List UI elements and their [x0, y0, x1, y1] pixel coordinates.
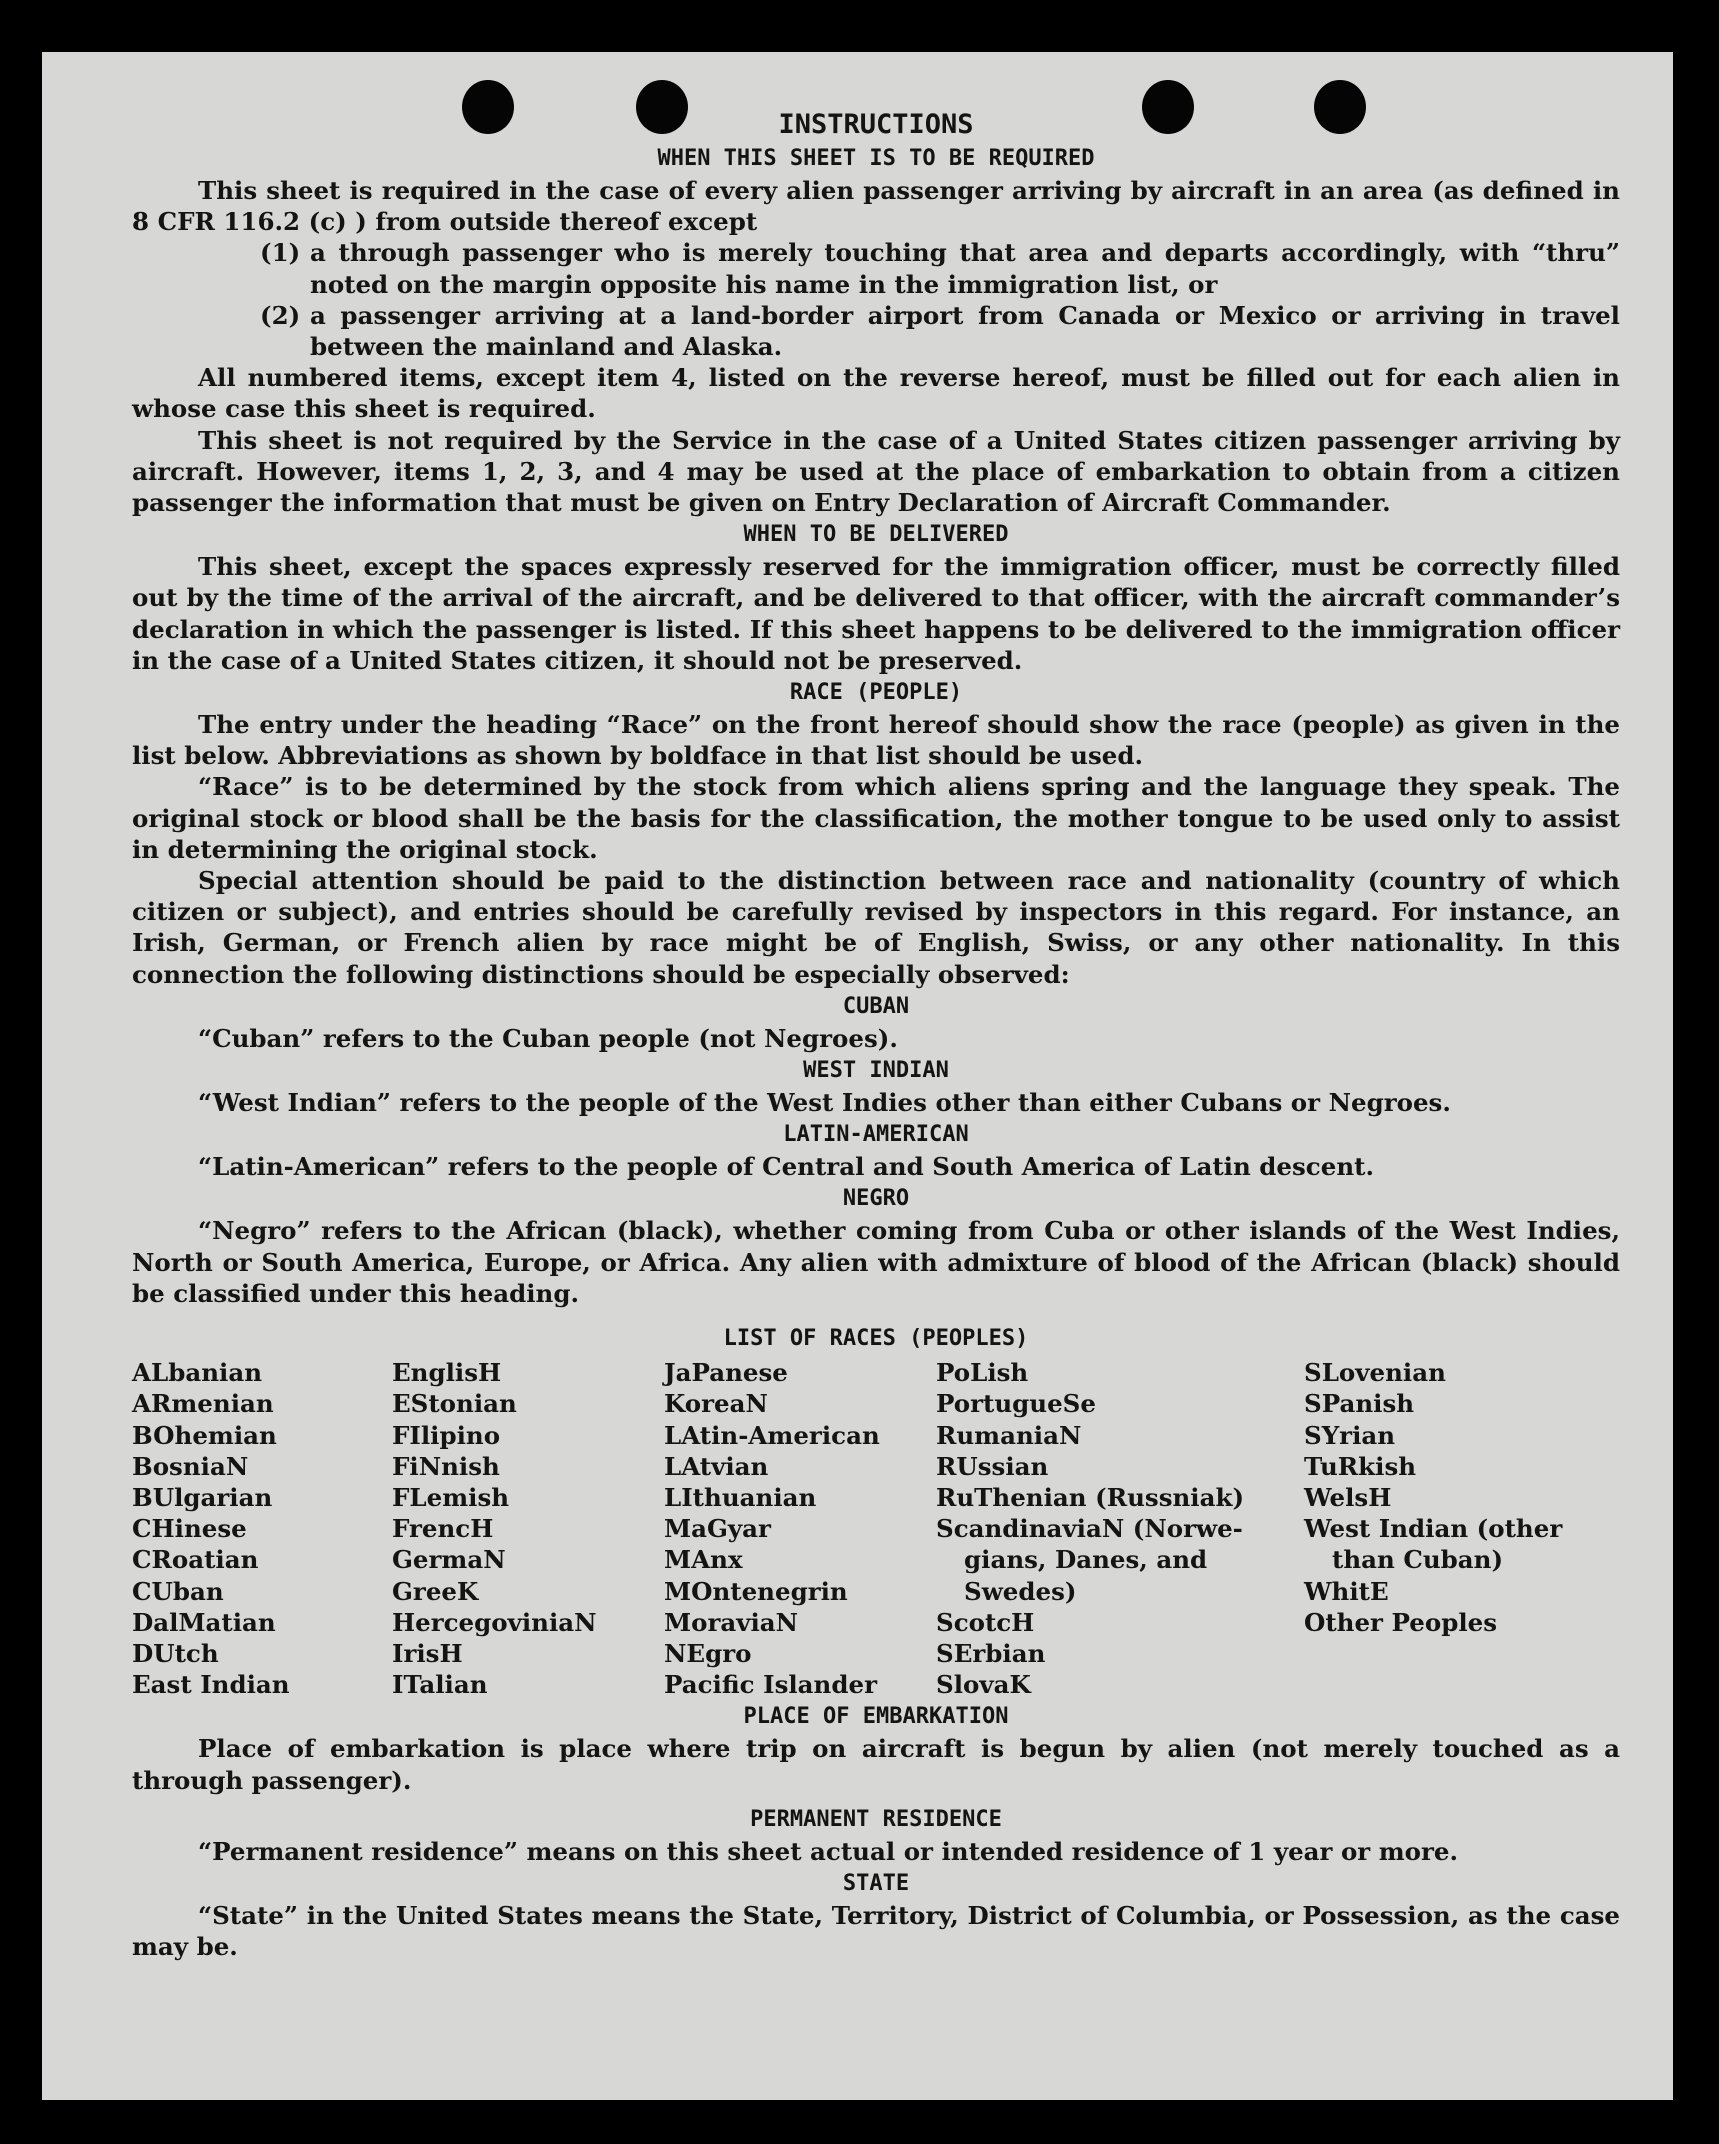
race-entry: EnglisH — [392, 1358, 502, 1388]
race-entry: DUtch — [132, 1638, 219, 1668]
race-entry: NEgro — [664, 1638, 752, 1668]
race-entry: MoraviaN — [664, 1607, 799, 1637]
section-heading-when-required: WHEN THIS SHEET IS TO BE REQUIRED — [657, 146, 1095, 171]
race-entry: Pacific Islander — [664, 1670, 877, 1700]
race-entry: TuRkish — [1304, 1451, 1417, 1481]
race-entry: MaGyar — [664, 1514, 771, 1544]
race-entry: IrisH — [392, 1638, 463, 1668]
race-entry: SYrian — [1304, 1420, 1396, 1450]
race-entry-continued: than Cuban) — [1332, 1545, 1504, 1575]
list-item — [132, 237, 1620, 299]
race-entry: RumaniaN — [936, 1420, 1082, 1450]
paragraph: This sheet is not required by the Service in the case of a United States citizen passenger arriving by aircraft. However, items 1, 2, 3, and 4 may be used at the place of embarkation to obtain from a citizen passenger the information that must be given on Entry Declaration of Aircraft Commander. — [132, 425, 1620, 518]
race-entry: RUssian — [936, 1451, 1049, 1481]
race-entry: JaPanese — [664, 1358, 788, 1388]
instructions-body — [132, 108, 1620, 1962]
item-number: (1) — [260, 238, 301, 268]
race-entry: PortugueSe — [936, 1389, 1096, 1419]
item-text: a passenger arriving at a land-border airport from Canada or Mexico or arriving in travel between the mainland and Alaska. — [310, 300, 1620, 362]
paragraph: “Negro” refers to the African (black), whether coming from Cuba or other islands of the West Indies, North or South America, Europe, or Africa. Any alien with admixture of blood of the African (black) should be classified under this heading. — [132, 1216, 1620, 1308]
race-entry: BosniaN — [132, 1451, 249, 1481]
races-column — [132, 1357, 392, 1700]
section-heading-west-indian: WEST INDIAN — [803, 1058, 949, 1084]
race-entry: MAnx — [664, 1545, 743, 1575]
race-entry: SPanish — [1304, 1389, 1415, 1419]
races-column — [664, 1357, 936, 1700]
race-entry: FIlipino — [392, 1420, 501, 1450]
section-heading-negro: NEGRO — [842, 1186, 910, 1212]
race-entry: West Indian (other — [1304, 1514, 1563, 1544]
race-entry: GreeK — [392, 1576, 479, 1606]
paragraph: Place of embarkation is place where trip on aircraft is begun by alien (not merely touched as a through passenger). — [132, 1734, 1620, 1795]
paragraph: Special attention should be paid to the distinction between race and nationality (country of which citizen or subject), and entries should be carefully revised by inspectors in this regard. For instance, an Irish, German, or French alien by race might be of English, Swiss, or any other nationality. In this connection the following distinctions should be especially observed: — [132, 866, 1620, 989]
race-entry: FrencH — [392, 1514, 494, 1544]
paragraph: “Cuban” refers to the Cuban people (not Negroes). — [198, 1023, 898, 1053]
section-heading-embarkation: PLACE OF EMBARKATION — [743, 1704, 1009, 1730]
item-text: a through passenger who is merely touching that area and departs accordingly, with “thru” noted on the margin opposite his name in the immigration list, or — [310, 238, 1620, 299]
race-entry: FiNnish — [392, 1451, 500, 1481]
paragraph: “State” in the United States means the State, Territory, District of Columbia, or Possession, as the case may be. — [132, 1900, 1620, 1962]
race-entry: GermaN — [392, 1545, 506, 1575]
paragraph: All numbered items, except item 4, listed on the reverse hereof, must be filled out for each alien in whose case this sheet is required. — [132, 363, 1620, 424]
race-entry: BOhemian — [132, 1420, 277, 1450]
race-entry: ALbanian — [132, 1358, 263, 1388]
races-column — [936, 1357, 1304, 1700]
race-entry: SlovaK — [936, 1670, 1031, 1700]
section-heading-latin-american: LATIN-AMERICAN — [783, 1122, 969, 1148]
section-heading-race: RACE (PEOPLE) — [789, 680, 963, 706]
race-entry: SErbian — [936, 1638, 1046, 1668]
race-entry: LAtvian — [664, 1451, 769, 1481]
section-heading-cuban: CUBAN — [842, 993, 910, 1019]
race-entry: Other Peoples — [1304, 1607, 1498, 1637]
race-entry: LAtin-American — [664, 1420, 880, 1450]
race-entry: LIthuanian — [664, 1482, 817, 1512]
race-entry: CUban — [132, 1576, 224, 1606]
race-entry: FLemish — [392, 1482, 510, 1512]
section-heading-when-delivered: WHEN TO BE DELIVERED — [743, 522, 1009, 548]
paragraph: “Race” is to be determined by the stock from which aliens spring and the language they speak. The original stock or blood shall be the basis for the classification, the mother tongue to be used only to assist in determining the original stock. — [132, 772, 1620, 864]
race-entry: HercegoviniaN — [392, 1607, 597, 1637]
races-column — [392, 1357, 664, 1700]
section-heading-state: STATE — [842, 1870, 910, 1896]
race-entry: ARmenian — [132, 1389, 274, 1419]
race-entry: CHinese — [132, 1514, 247, 1544]
section-heading-list-of-races: LIST OF RACES (PEOPLES) — [723, 1326, 1029, 1352]
race-entry: DalMatian — [132, 1607, 276, 1637]
races-column — [1304, 1357, 1614, 1700]
list-item — [132, 300, 1620, 362]
race-entry: CRoatian — [132, 1545, 259, 1575]
race-entry: ITalian — [392, 1670, 488, 1700]
section-heading-residence: PERMANENT RESIDENCE — [750, 1806, 1002, 1832]
race-entry: PoLish — [936, 1358, 1029, 1388]
item-number: (2) — [260, 300, 301, 330]
race-entry: ScotcH — [936, 1607, 1035, 1637]
race-entry: WhitE — [1304, 1576, 1389, 1606]
paragraph: This sheet, except the spaces expressly reserved for the immigration officer, must be correctly filled out by the time of the arrival of the aircraft, and be delivered to that officer, with the aircraft commander’s declaration in which the passenger is listed. If this sheet happens to be delivered to the immigration officer in the case of a United States citizen, it should not be preserved. — [132, 552, 1620, 675]
race-entry: WelsH — [1304, 1482, 1392, 1512]
paragraph: The entry under the heading “Race” on the front hereof should show the race (people) as given in the list below. Abbreviations as shown by boldface in that list should be used. — [132, 710, 1620, 771]
race-entry: BUlgarian — [132, 1482, 273, 1512]
race-entry: MOntenegrin — [664, 1576, 848, 1606]
document-page — [42, 52, 1673, 2100]
page-title: INSTRUCTIONS — [778, 109, 974, 140]
race-entry: SLovenian — [1304, 1358, 1446, 1388]
paragraph: This sheet is required in the case of every alien passenger arriving by aircraft in an area (as defined in 8 CFR 116.2 (c) ) from outside thereof except — [132, 176, 1620, 237]
race-entry-continued: gians, Danes, and — [964, 1545, 1208, 1575]
race-entry: KoreaN — [664, 1389, 768, 1419]
race-entry: EStonian — [392, 1389, 517, 1419]
races-table — [132, 1357, 1620, 1700]
race-entry-continued: Swedes) — [964, 1576, 1077, 1606]
race-entry: ScandinaviaN (Norwe- — [936, 1514, 1243, 1544]
race-entry: RuThenian (Russniak) — [936, 1482, 1245, 1512]
paragraph: “Permanent residence” means on this sheet actual or intended residence of 1 year or more. — [198, 1836, 1459, 1866]
paragraph: “West Indian” refers to the people of the West Indies other than either Cubans or Negroes. — [198, 1088, 1451, 1118]
race-entry: East Indian — [132, 1670, 290, 1700]
paragraph: “Latin-American” refers to the people of Central and South America of Latin descent. — [198, 1152, 1374, 1182]
